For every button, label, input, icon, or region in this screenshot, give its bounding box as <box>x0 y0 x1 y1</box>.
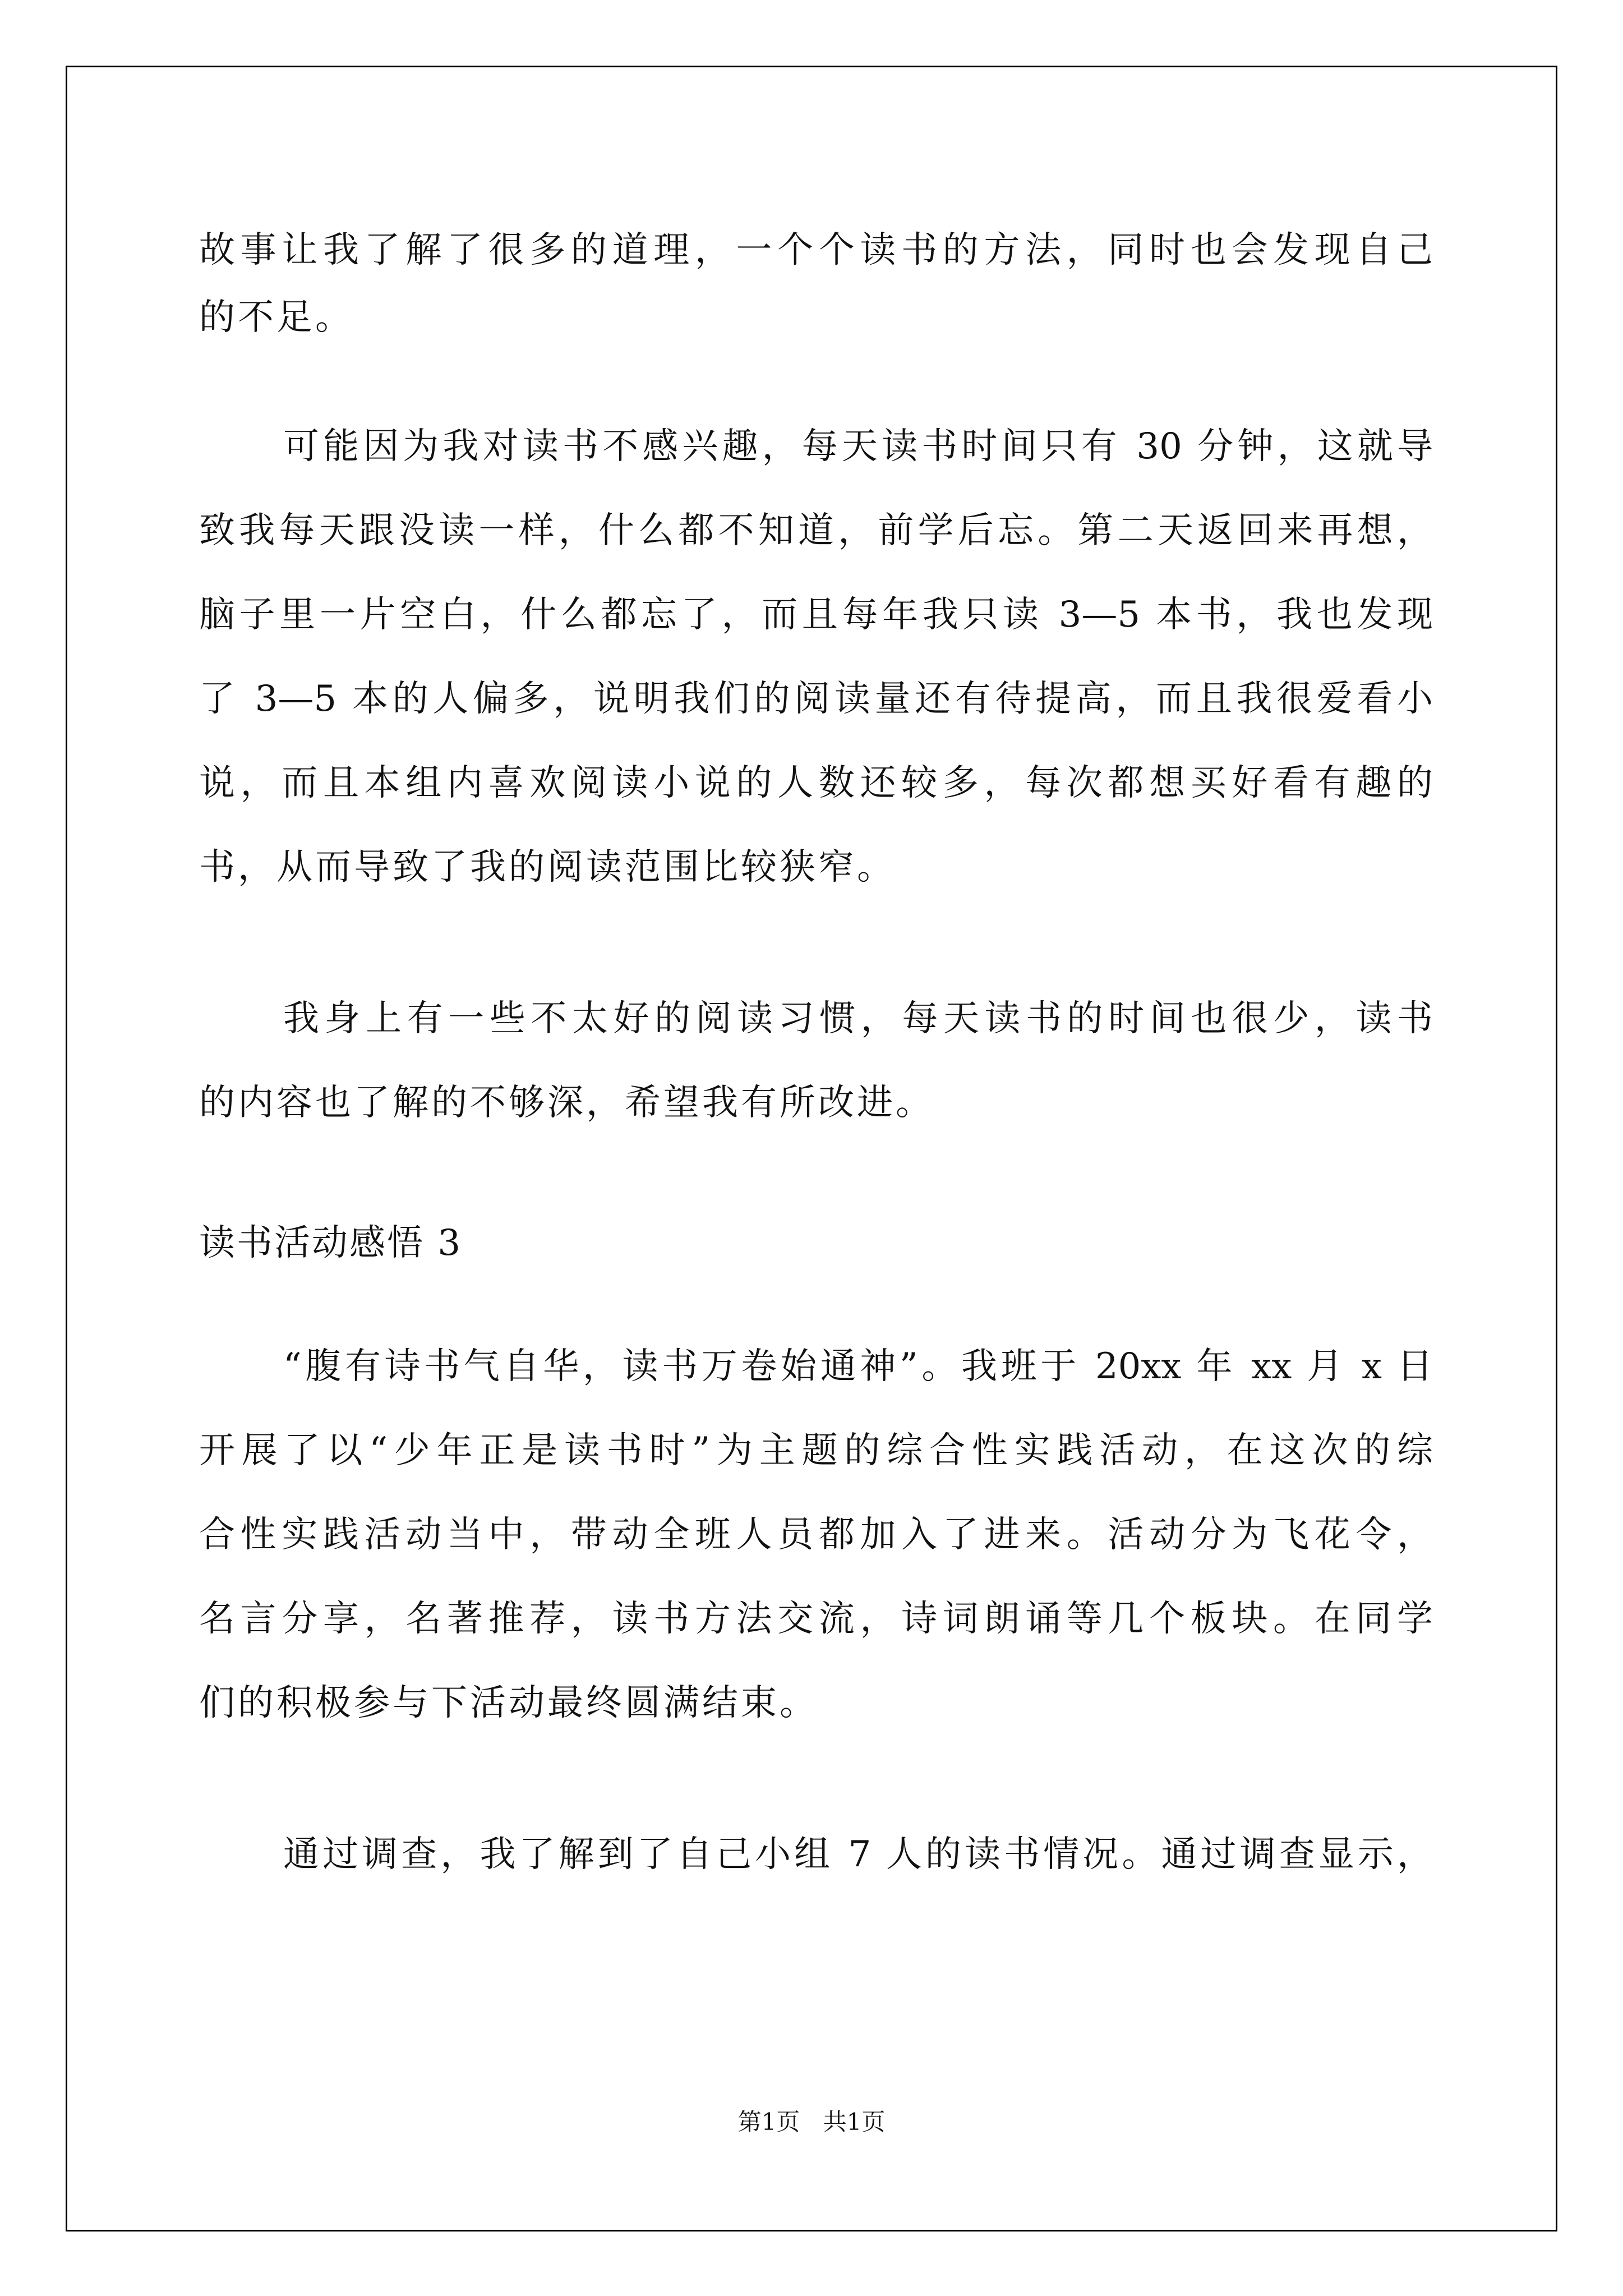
page-border <box>66 66 1557 2231</box>
page-footer <box>0 2108 1623 2136</box>
paragraph-line: 了 3—5 本的人偏多，说明我们的阅读量还有待提高，而且我很爱看小 <box>199 678 1433 720</box>
paragraph-line: 书，从而导致了我的阅读范围比较狭窄。 <box>199 846 896 888</box>
paragraph-line: 开展了以“少年正是读书时”为主题的综合性实践活动，在这次的综 <box>199 1430 1433 1471</box>
paragraph-line: 们的积极参与下活动最终圆满结束。 <box>199 1682 818 1724</box>
page-number: 第1页 <box>737 2108 800 2136</box>
paragraph-line: 致我每天跟没读一样，什么都不知道，前学后忘。第二天返回来再想， <box>199 510 1433 551</box>
paragraph-line: “腹有诗书气自华，读书万卷始通神”。我班于 20xx 年 xx 月 x 日 <box>283 1346 1433 1387</box>
paragraph-line: 说，而且本组内喜欢阅读小说的人数还较多，每次都想买好看有趣的 <box>199 762 1433 804</box>
paragraph-line: 的不足。 <box>199 297 354 338</box>
paragraph-line: 合性实践活动当中，带动全班人员都加入了进来。活动分为飞花令， <box>199 1514 1433 1556</box>
paragraph-line: 名言分享，名著推荐，读书方法交流，诗词朗诵等几个板块。在同学 <box>199 1598 1433 1640</box>
paragraph-line: 通过调查，我了解到了自己小组 7 人的读书情况。通过调查显示， <box>283 1834 1433 1875</box>
paragraph-line: 脑子里一片空白，什么都忘了，而且每年我只读 3—5 本书，我也发现 <box>199 594 1433 636</box>
paragraph-line: 我身上有一些不太好的阅读习惯，每天读书的时间也很少，读书 <box>283 998 1433 1039</box>
paragraph-line: 的内容也了解的不够深，希望我有所改进。 <box>199 1082 934 1124</box>
section-heading: 读书活动感悟 3 <box>199 1222 463 1264</box>
paragraph-line: 故事让我了解了很多的道理，一个个读书的方法，同时也会发现自己 <box>199 229 1433 271</box>
paragraph-line: 可能因为我对读书不感兴趣，每天读书时间只有 30 分钟，这就导 <box>283 426 1433 467</box>
page-total: 共1页 <box>823 2108 886 2136</box>
